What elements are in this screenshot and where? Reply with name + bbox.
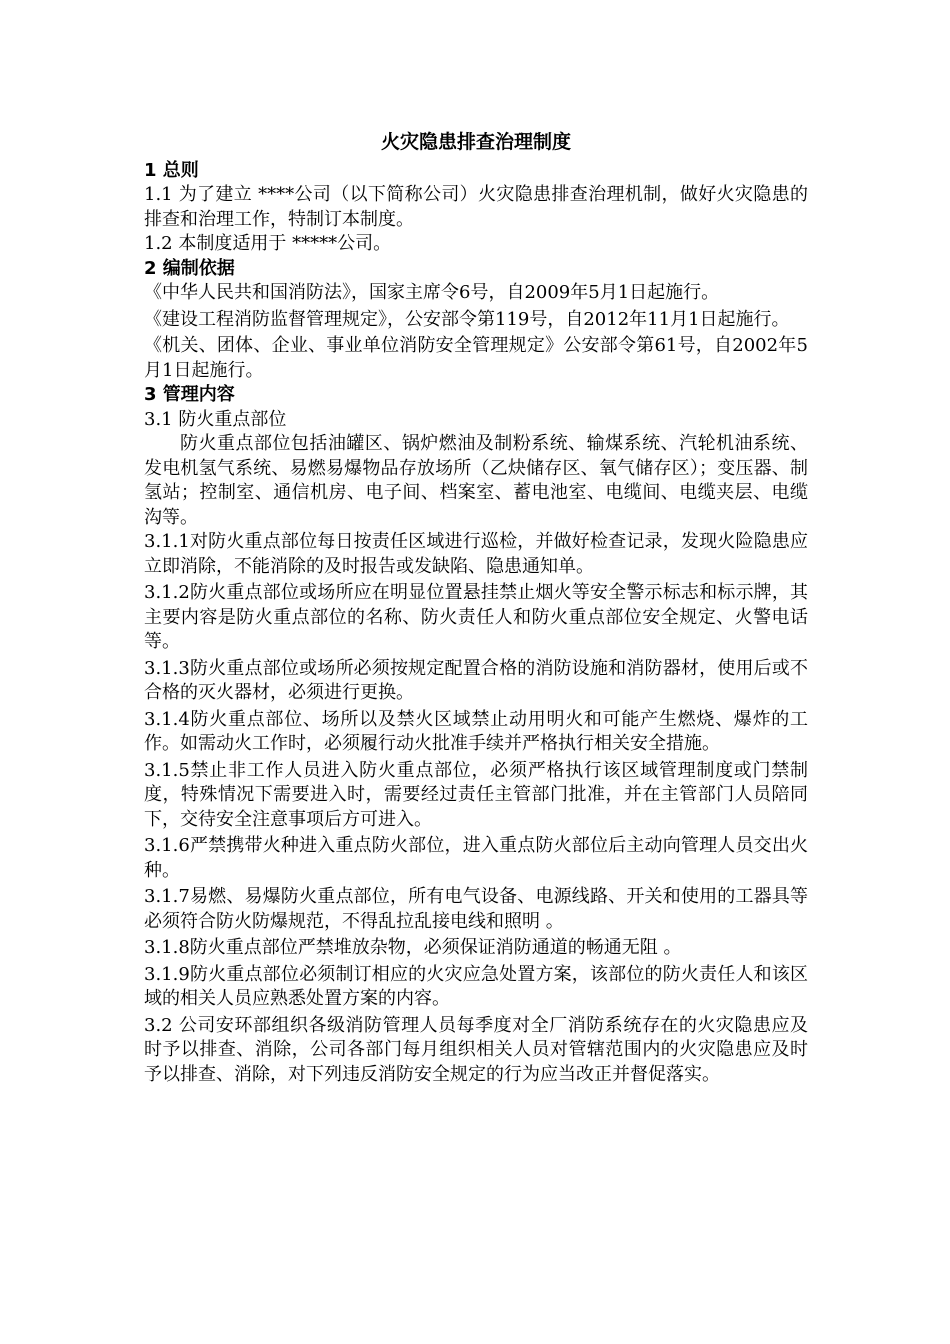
- item-3-1-2: 3.1.2防火重点部位或场所应在明显位置悬挂禁止烟火等安全警示标志和标示牌，其主要内容是防火重点部位的名称、防火责任人和防火重点部位安全规定、火警电话等。: [144, 582, 808, 652]
- reference-fire-law: 《中华人民共和国消防法》，国家主席令6号，自2009年5月1日起施行。: [144, 282, 720, 303]
- document-title: 火灾隐患排查治理制度: [380, 131, 571, 153]
- document-page: [144, 122, 808, 1087]
- item-3-1-1: 3.1.1对防火重点部位每日按责任区域进行巡检，并做好检查记录，发现火险隐患应立即消除，不能消除的及时报告或发缺陷、隐患通知单。: [144, 531, 808, 577]
- reference-unit-rule: 《机关、团体、企业、事业单位消防安全管理规定》公安部令第61号，自2002年5月1日起施行。: [144, 335, 808, 381]
- section-2-heading: 2 编制依据: [144, 257, 235, 279]
- item-3-1-7: 3.1.7易燃、易爆防火重点部位，所有电气设备、电源线路、开关和使用的工器具等必须符合防火防爆规范，不得乱拉乱接电线和照明 。: [144, 886, 808, 932]
- key-areas-intro: 防火重点部位包括油罐区、锅炉燃油及制粉系统、输煤系统、汽轮机油系统、发电机氢气系统、易燃易爆物品存放场所（乙炔储存区、氧气储存区）；变压器、制氢站；控制室、通信机房、电子间、档案室、蓄电池室、电缆间、电缆夹层、电缆沟等。: [144, 433, 808, 528]
- item-3-1-9: 3.1.9防火重点部位必须制订相应的火灾应急处置方案，该部位的防火责任人和该区域的相关人员应熟悉处置方案的内容。: [144, 963, 808, 1009]
- subsection-3-1: 3.1 防火重点部位: [144, 408, 287, 430]
- section-3-heading: 3 管理内容: [144, 384, 235, 405]
- item-3-1-3: 3.1.3防火重点部位或场所必须按规定配置合格的消防设施和消防器材，使用后或不合格的灭火器材，必须进行更换。: [144, 657, 808, 703]
- item-3-1-4: 3.1.4防火重点部位、场所以及禁火区域禁止动用明火和可能产生燃烧、爆炸的工作。如需动火工作时，必须履行动火批准手续并严格执行相关安全措施。: [144, 708, 808, 754]
- item-3-1-6: 3.1.6严禁携带火种进入重点防火部位，进入重点防火部位后主动向管理人员交出火种。: [144, 835, 808, 881]
- section-1-heading: 1 总则: [144, 159, 199, 181]
- reference-construction-rule: 《建设工程消防监督管理规定》，公安部令第119号，自2012年11月1日起施行。: [144, 308, 790, 330]
- item-3-1-8: 3.1.8防火重点部位严禁堆放杂物，必须保证消防通道的畅通无阻 。: [144, 937, 682, 958]
- item-3-1-5: 3.1.5禁止非工作人员进入防火重点部位，必须严格执行该区域管理制度或门禁制度，特殊情况下需要进入时，需要经过责任主管部门批准，并在主管部门人员陪同下，交待安全注意事项后方可进入。: [144, 759, 808, 830]
- subsection-3-2: 3.2 公司安环部组织各级消防管理人员每季度对全厂消防系统存在的火灾隐患应及时予以排查、消除，公司各部门每月组织相关人员对管辖范围内的火灾隐患应及时予以排查、消除，对下列违反消防安全规定的行为应当改正并督促落实。: [144, 1014, 808, 1085]
- paragraph-1-2: 1.2 本制度适用于 *****公司。: [144, 233, 392, 254]
- paragraph-1-1: 1.1 为了建立 ****公司（以下简称公司）火灾隐患排查治理机制，做好火灾隐患的排查和治理工作，特制订本制度。: [144, 184, 808, 230]
